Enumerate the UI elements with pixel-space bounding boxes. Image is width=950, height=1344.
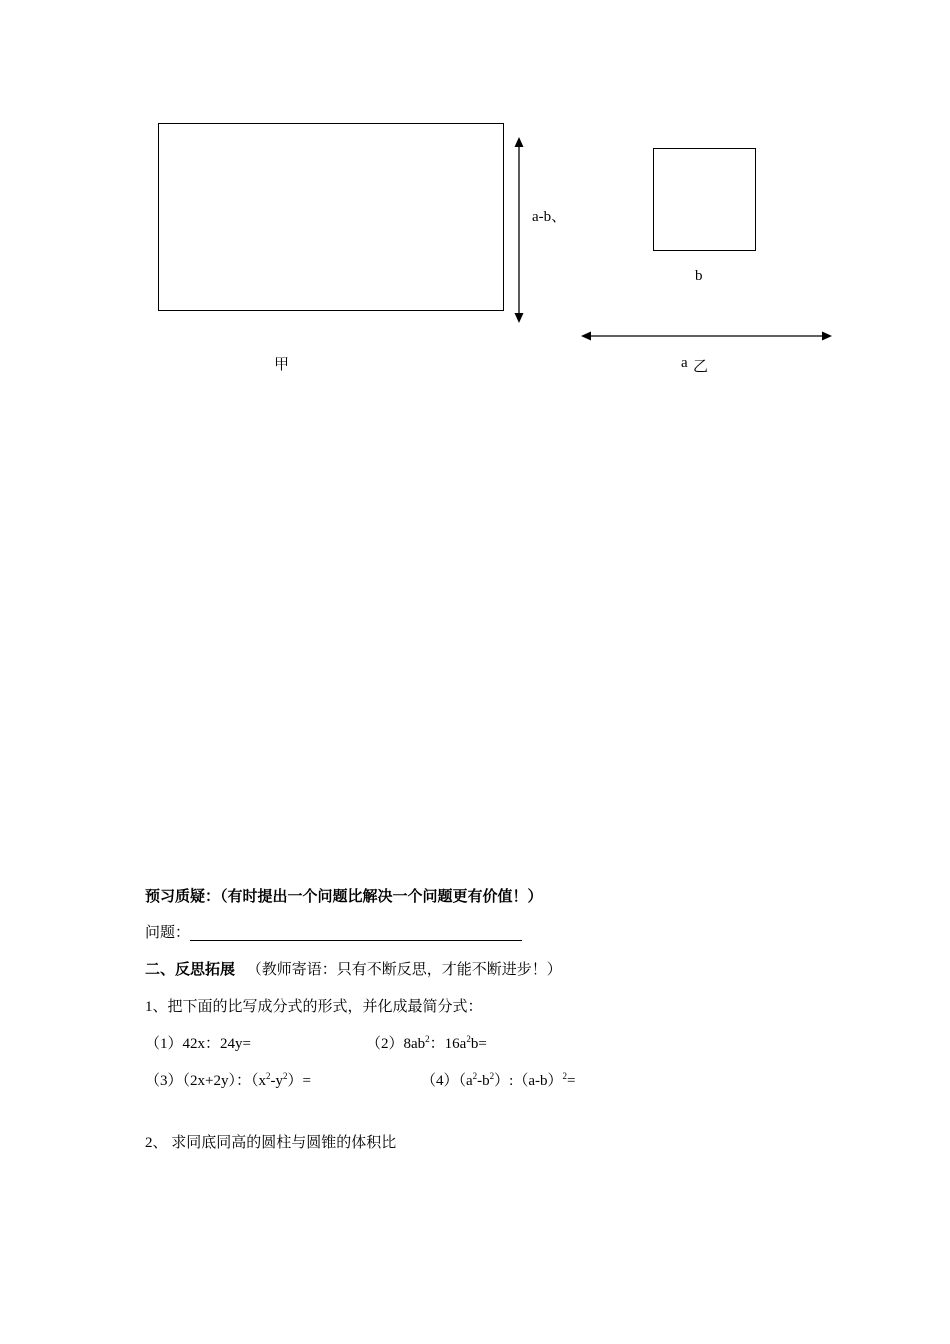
problem-2-exponent-1: 2 [425, 1034, 430, 1044]
figure-arrows [0, 0, 950, 400]
problem-4-part-a: （4）（a [421, 1073, 473, 1089]
section2-heading-line [145, 958, 562, 979]
problem-2 [366, 1032, 487, 1053]
problem-1: （1）42x：24y= [145, 1036, 251, 1052]
problem-3-exponent-2: 2 [282, 1071, 288, 1081]
caption-jia: 甲 [274, 357, 290, 373]
side-label-b: b [695, 268, 703, 284]
question-label: 问题： [145, 925, 191, 941]
problem-4-part-d: = [567, 1073, 576, 1089]
side-label-a-minus-b: a-b、 [532, 209, 567, 225]
problem-4-exponent-1: 2 [472, 1071, 478, 1081]
problem-4-part-c: ）:（a-b） [494, 1073, 563, 1089]
section2-heading: 二、反思拓展 [145, 962, 236, 978]
arrow-label-a: a [681, 355, 688, 371]
problem-4-exponent-2: 2 [489, 1071, 495, 1081]
question-answer-blank[interactable] [190, 926, 522, 941]
problem-2-part-a: （2）8ab [366, 1036, 426, 1052]
caption-yi: 乙 [693, 359, 709, 375]
vertical-double-arrow [515, 137, 524, 323]
problem-4-part-b: -b [477, 1073, 490, 1089]
teacher-words: （教师寄语：只有不断反思，才能不断进步！） [246, 962, 562, 978]
horizontal-double-arrow [581, 332, 832, 341]
problem-3-exponent-1: 2 [265, 1071, 271, 1081]
problem-2-part-c: b= [470, 1036, 487, 1052]
preview-heading: 预习质疑：（有时提出一个问题比解决一个问题更有价值！） [145, 889, 543, 905]
task2-text: 2、 求同底同高的圆柱与圆锥的体积比 [145, 1135, 397, 1151]
problem-4-exponent-3: 2 [562, 1071, 567, 1081]
question-line [145, 921, 522, 942]
problem-3 [145, 1069, 311, 1090]
task1-text: 1、把下面的比写成分式的形式，并化成最简分式： [145, 999, 483, 1015]
problem-3-part-a: （3）（2x+2y）：（x [145, 1073, 266, 1089]
problem-3-part-b: -y [270, 1073, 283, 1089]
problem-2-exponent-2: 2 [466, 1034, 471, 1044]
problem-3-part-c: ）= [287, 1073, 311, 1089]
problem-2-part-b: ：16a [429, 1036, 467, 1052]
problem-4 [421, 1069, 575, 1090]
